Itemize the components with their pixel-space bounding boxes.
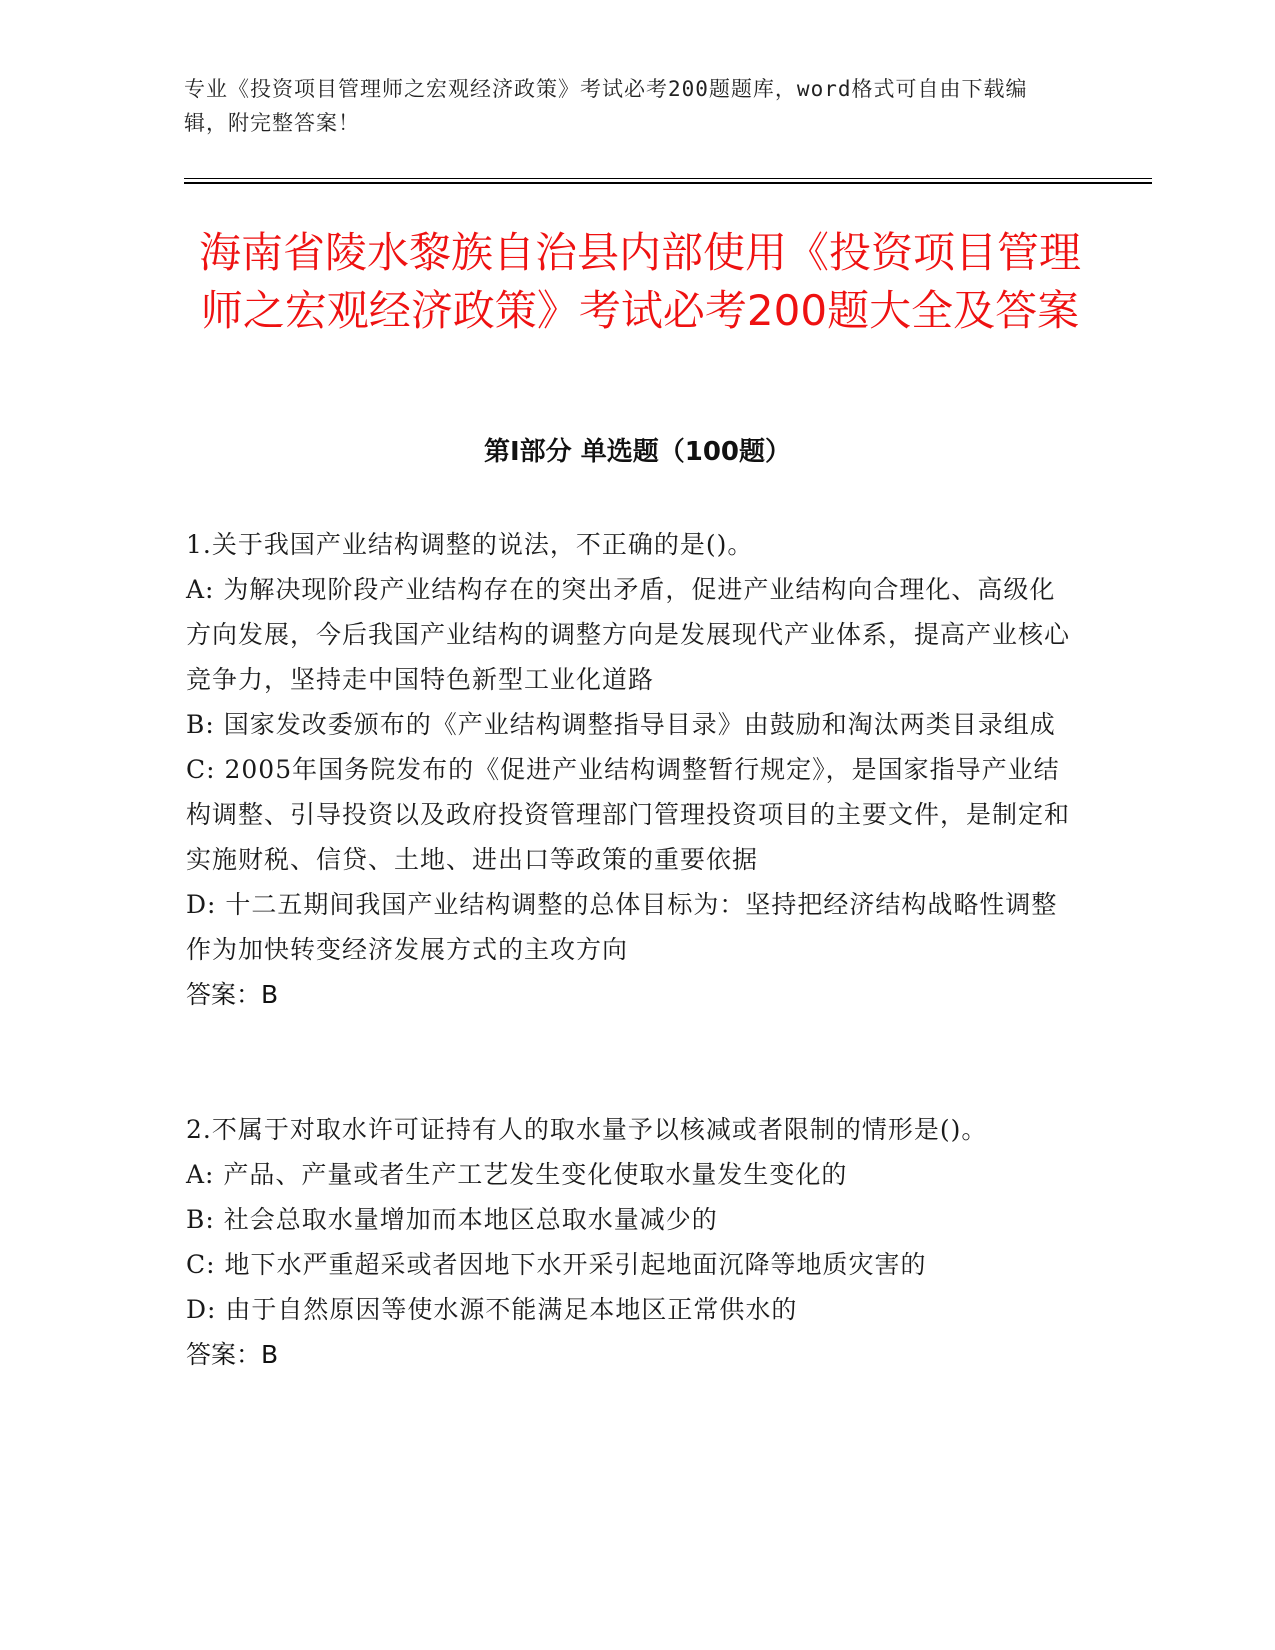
option-a: A: 产品、产量或者生产工艺发生变化使取水量发生变化的: [186, 1160, 848, 1189]
header-divider-thick: [184, 182, 1152, 184]
option-a: A: 为解决现阶段产业结构存在的突出矛盾，促进产业结构向合理化、高级化方向发展，今后我国产业结构的调整方向是发展现代产业体系，提高产业核心竞争力，坚持走中国特色新型工业化道路: [186, 575, 1071, 694]
question-block: [186, 1107, 1076, 1377]
option-d: D: 由于自然原因等使水源不能满足本地区正常供水的: [186, 1295, 798, 1324]
header-note: 专业《投资项目管理师之宏观经济政策》考试必考200题题库，word格式可自由下载编辑，附完整答案！: [184, 77, 1028, 135]
header-divider-thin: [184, 178, 1152, 179]
option-b: B: 国家发改委颁布的《产业结构调整指导目录》由鼓励和淘汰两类目录组成: [186, 710, 1056, 739]
answer-label: 答案：B: [186, 1340, 279, 1369]
option-b: B: 社会总取水量增加而本地区总取水量减少的: [186, 1205, 718, 1234]
document-title: 海南省陵水黎族自治县内部使用《投资项目管理师之宏观经济政策》考试必考200题大全及答案: [198, 228, 1081, 335]
question-stem: 1.关于我国产业结构调整的说法，不正确的是()。: [186, 530, 754, 559]
option-c: C: 地下水严重超采或者因地下水开采引起地面沉降等地质灾害的: [186, 1250, 927, 1279]
question-block: [186, 522, 1076, 1017]
answer-label: 答案：B: [186, 980, 279, 1009]
option-c: C: 2005年国务院发布的《促进产业结构调整暂行规定》，是国家指导产业结构调整、引导投资以及政府投资管理部门管理投资项目的主要文件，是制定和实施财税、信贷、土地、进出口等政策的重要依据: [186, 755, 1071, 874]
option-d: D: 十二五期间我国产业结构调整的总体目标为：坚持把经济结构战略性调整作为加快转变经济发展方式的主攻方向: [186, 890, 1058, 964]
question-stem: 2.不属于对取水许可证持有人的取水量予以核减或者限制的情形是()。: [186, 1115, 988, 1144]
section-heading: 第Ⅰ部分 单选题（100题）: [484, 437, 791, 467]
